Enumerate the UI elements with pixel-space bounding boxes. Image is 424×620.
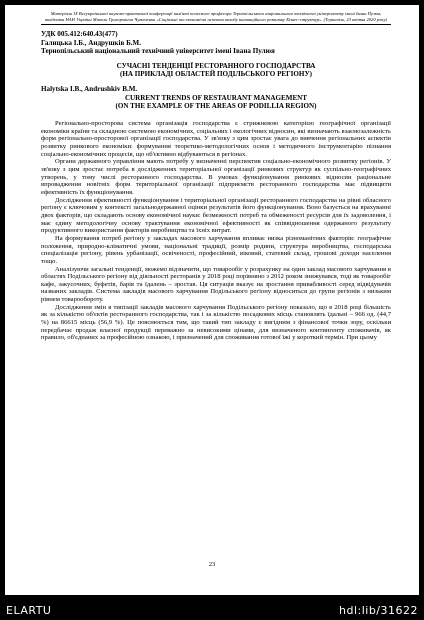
handle-id[interactable]: hdl:lib/31622 xyxy=(338,604,418,617)
paragraph: Аналізуючи загальні тенденції, можемо відзначити, що товарообіг у розрахунку на один заклад масового харчування в областях Подільського регіону від діяльності ресторанів у 2018 році порівняно з 2012 роком знижувався, тоді як товарообіг кафе, закусочних, буфетів, барів та їдалень – зростав. Ця ситуація вказує на зростання привабливості серед відвідувачів названих закладів. Система закладів масового харчування Подільського регіону відноситься до групи регіонів з низьким рівнем товарообороту. xyxy=(41,265,391,304)
paragraph: Дослідження ефективності функціонування і територіальної організації ресторанного господарства на рівні обласного регіону є ключовим у контексті загальнодержавної оцінки результатів його функціонування. Воно базується на врахуванні двох факторів, що складають основу економічної науки: безмежності потреб та обмеженості ресурсів для їх задоволення, і має єдину методологічну основу трактування економічної ефективності як співвідношення одержаного результату продуктивного використання факторів виробництва та їхніх витрат. xyxy=(41,196,391,235)
body-text xyxy=(41,120,391,342)
paragraph: Регіонально-просторова система організація господарства є стрижневою категорією географічної організації економіки країни та складною системою економічних, соціальних і екологічних відносин, які визначають взаємозалежність форм регіонально-просторової організації господарства. У зв'язку з цим зростає увага до вивчення регіональних аспектів розвитку ринкового економіки: формування теоретико-методологічних основ і методичного інструментарію пізнання соціально-економічних процесів, що об'єктивно відбуваються в регіонах. xyxy=(41,120,391,158)
affiliation: Тернопільський національний технічний університет імені Івана Пулюя xyxy=(41,46,275,55)
viewer-footer xyxy=(0,600,424,620)
title-ua-line: (НА ПРИКЛАДІ ОБЛАСТЕЙ ПОДІЛЬСЬКОГО РЕГІОНУ) xyxy=(119,70,313,79)
repository-label: ELARTU xyxy=(6,604,52,617)
authors-en: Halytska I.B., Andrushkiv B.M. xyxy=(41,85,138,94)
paragraph: Органи державного управління мають потребу у визначенні перспектив соціально-економічного розвитку регіонів. У зв'язку з цим зростає потреба в дослідженнях територіальної організації ринкових структур як суспільно-географічних утворень, у тому числі ресторанного господарства. В умовах функціонування ринкових відносин раціональне впровадження новітніх форм територіальної організації підприємств ресторанного господарства має підвищити ефективність їх функціонування. xyxy=(41,158,391,196)
title-en xyxy=(41,94,391,110)
paragraph: На формування потреб регіону у закладах масового харчування впливає низка різноманітних факторів: географічне положення, природно-кліматичні умови, національні традиції, розмір родини, структура виробництва, господарська спеціалізація регіону, рівень урбанізації, освіченості, професійний, віковий, статевий склад, грошові доходи населення тощо. xyxy=(41,234,391,265)
authors-ua: Галицька І.Б., Андрушків Б.М. xyxy=(41,38,142,47)
conference-header: Матеріали IX Всеукраїнської науково-практичної конференції пам'яті почесного професора Тернопільського національного технічного університету імені Івана Пулюя, академіка НАН України Миколи Григоровича Чумаченка «Соціальні та економічні аспекти виходу інноваційного розвитку Бізнес-структур». (Тернопіль, 23 квітня 2020 року) xyxy=(41,11,391,25)
title-en-line: (ON THE EXAMPLE OF THE AREAS OF PODILLIA REGION) xyxy=(115,101,317,110)
page-content xyxy=(41,11,391,342)
title-en-line: CURRENT TRENDS OF RESTAURANT MANAGEMENT xyxy=(124,93,308,102)
udk-code: УДК 005.412:640.43(477) xyxy=(41,30,118,39)
paragraph: Дослідження змін в типізації закладів масового харчування Подільського регіону показало, що в 2018 році більшість як за кількістю об'єктів ресторанного господарства, так і за кількістю посадкових місць становлять їдальні – 966 од. (44,7 %) на 86615 місць (56,9 %). Це пояснюється тим, що такий тип закладу є вигідним з фінансової точки зору, оскільки передбачає продаж власної продукції переважно за невисокими цінами, для визначеного контингенту споживачів, як правило, об'єднаних за професійною ознакою, і призначений для споживання готової їжі у короткий термін. При цьому xyxy=(41,303,391,342)
document-page xyxy=(5,5,419,595)
title-ua xyxy=(41,62,391,78)
title-ua-line: СУЧАСНІ ТЕНДЕНЦІЇ РЕСТОРАННОГО ГОСПОДАРСТВА xyxy=(116,62,316,71)
page-number: 23 xyxy=(208,561,216,568)
